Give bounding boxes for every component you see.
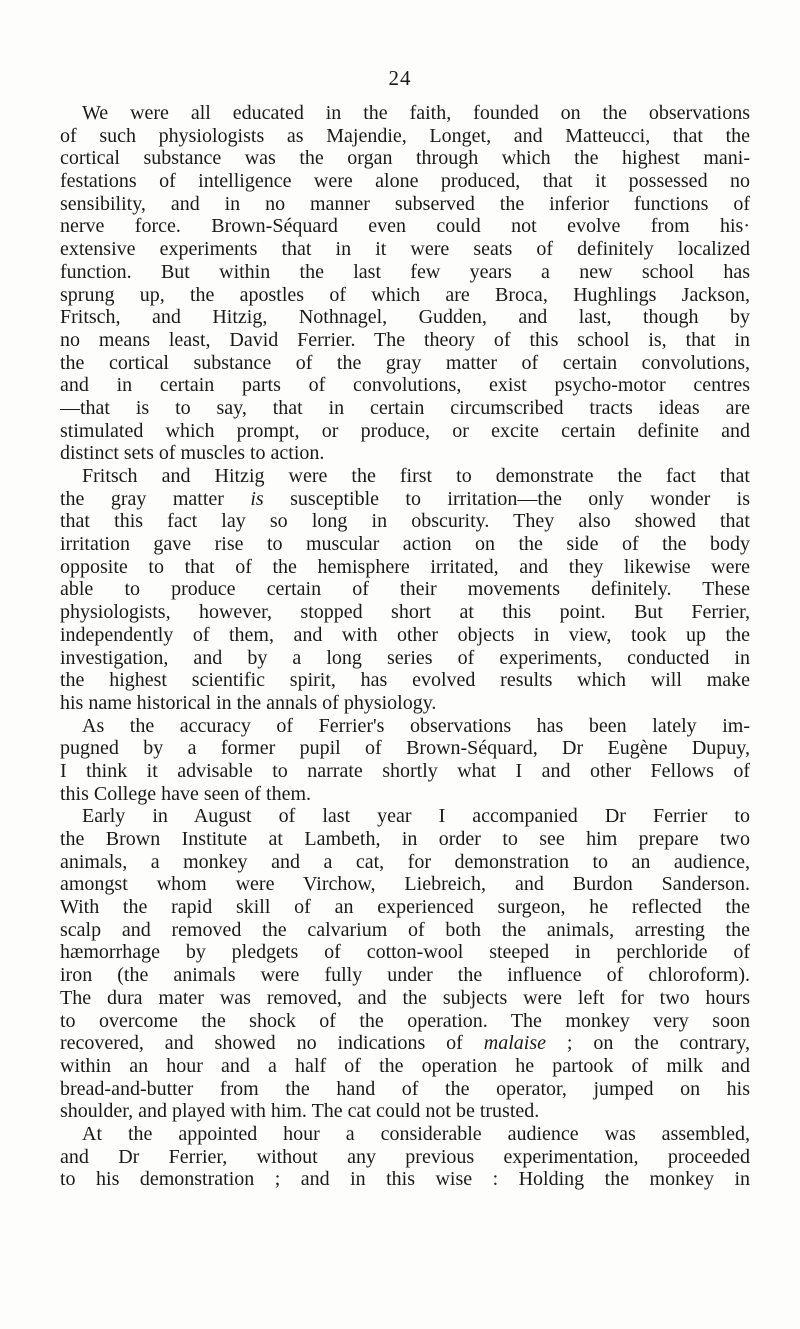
text-line: scalp and removed the calvarium of both the animals, arresting the	[60, 918, 750, 941]
text-line: amongst whom were Virchow, Liebreich, and Burdon Sanderson.	[60, 873, 750, 896]
text-line: the Brown Institute at Lambeth, in order to see him prepare two	[60, 828, 750, 850]
text-line: bread-and-butter from the hand of the operator, jumped on his	[60, 1077, 750, 1100]
text-line: independently of them, and with other objects in view, took up the	[60, 623, 750, 646]
text-line: recovered, and showed no indications of malaise ; on the contrary,	[60, 1032, 750, 1055]
text-line: hæmorrhage by pledgets of cotton-wool steeped in perchloride of	[60, 941, 750, 964]
text-line: Fritsch, and Hitzig, Nothnagel, Gudden, and last, though by	[60, 306, 750, 329]
text-line: festations of intelligence were alone produced, that it possessed no	[60, 170, 750, 193]
text-line: sensibility, and in no manner subserved the inferior functions of	[60, 192, 750, 215]
text-line: the highest scientific spirit, has evolved results which will make	[60, 669, 750, 692]
text-line: —that is to say, that in certain circumscribed tracts ideas are	[60, 396, 750, 419]
text-line: pugned by a former pupil of Brown-Séquard, Dr Eugène Dupuy,	[60, 737, 750, 760]
text-line: the gray matter is susceptible to irritation—the only wonder is	[60, 487, 750, 510]
text-line: his name historical in the annals of physiology.	[60, 691, 437, 714]
text-line: We were all educated in the faith, founded on the observations	[82, 102, 750, 124]
text-line: function. But within the last few years a new school has	[60, 260, 750, 283]
text-line: cortical substance was the organ through which the highest mani-	[60, 147, 750, 170]
text-line: the cortical substance of the gray matter of certain convolutions,	[60, 351, 750, 374]
text-line: this College have seen of them.	[60, 782, 312, 805]
text-line: iron (the animals were fully under the influence of chloroform).	[60, 964, 750, 987]
text-line: stimulated which prompt, or produce, or excite certain definite and	[60, 419, 750, 442]
text-line: of such physiologists as Majendie, Longet, and Matteucci, that the	[60, 124, 750, 147]
text-line: Fritsch and Hitzig were the first to demonstrate the fact that	[82, 465, 750, 487]
text-line: As the accuracy of Ferrier's observations has been lately im-	[82, 714, 750, 737]
body-text	[60, 102, 750, 1191]
text-line: nerve force. Brown-Séquard even could not evolve from his·	[60, 215, 750, 238]
text-line: to overcome the shock of the operation. The monkey very soon	[60, 1009, 750, 1032]
text-line: opposite to that of the hemisphere irritated, and they likewise were	[60, 555, 750, 578]
text-line: sprung up, the apostles of which are Broca, Hughlings Jackson,	[60, 283, 750, 306]
text-line: shoulder, and played with him. The cat could not be trusted.	[60, 1100, 540, 1123]
text-line: and Dr Ferrier, without any previous experimentation, proceeded	[60, 1145, 750, 1168]
text-line: At the appointed hour a considerable audience was assembled,	[82, 1122, 750, 1145]
text-line: distinct sets of muscles to action.	[60, 442, 325, 465]
text-line: I think it advisable to narrate shortly what I and other Fellows of	[60, 759, 750, 782]
text-line: Early in August of last year I accompanied Dr Ferrier to	[82, 805, 750, 828]
text-line: and in certain parts of convolutions, exist psycho-motor centres	[60, 374, 750, 397]
text-line: to his demonstration ; and in this wise : Holding the monkey in	[60, 1168, 750, 1191]
text-line: within an hour and a half of the operation he partook of milk and	[60, 1054, 750, 1077]
page-number: 24	[388, 66, 412, 90]
text-line: extensive experiments that in it were seats of definitely localized	[60, 238, 750, 261]
text-line: animals, a monkey and a cat, for demonstration to an audience,	[60, 850, 750, 873]
text-line: The dura mater was removed, and the subjects were left for two hours	[60, 986, 750, 1009]
text-line: able to produce certain of their movements definitely. These	[60, 578, 750, 601]
text-line: irritation gave rise to muscular action on the side of the body	[60, 533, 750, 556]
text-line: investigation, and by a long series of experiments, conducted in	[60, 646, 750, 669]
text-line: physiologists, however, stopped short at this point. But Ferrier,	[60, 601, 750, 624]
text-line: no means least, David Ferrier. The theory of this school is, that in	[60, 328, 750, 351]
text-line: With the rapid skill of an experienced surgeon, he reflected the	[60, 896, 750, 919]
text-line: that this fact lay so long in obscurity. They also showed that	[60, 510, 750, 533]
